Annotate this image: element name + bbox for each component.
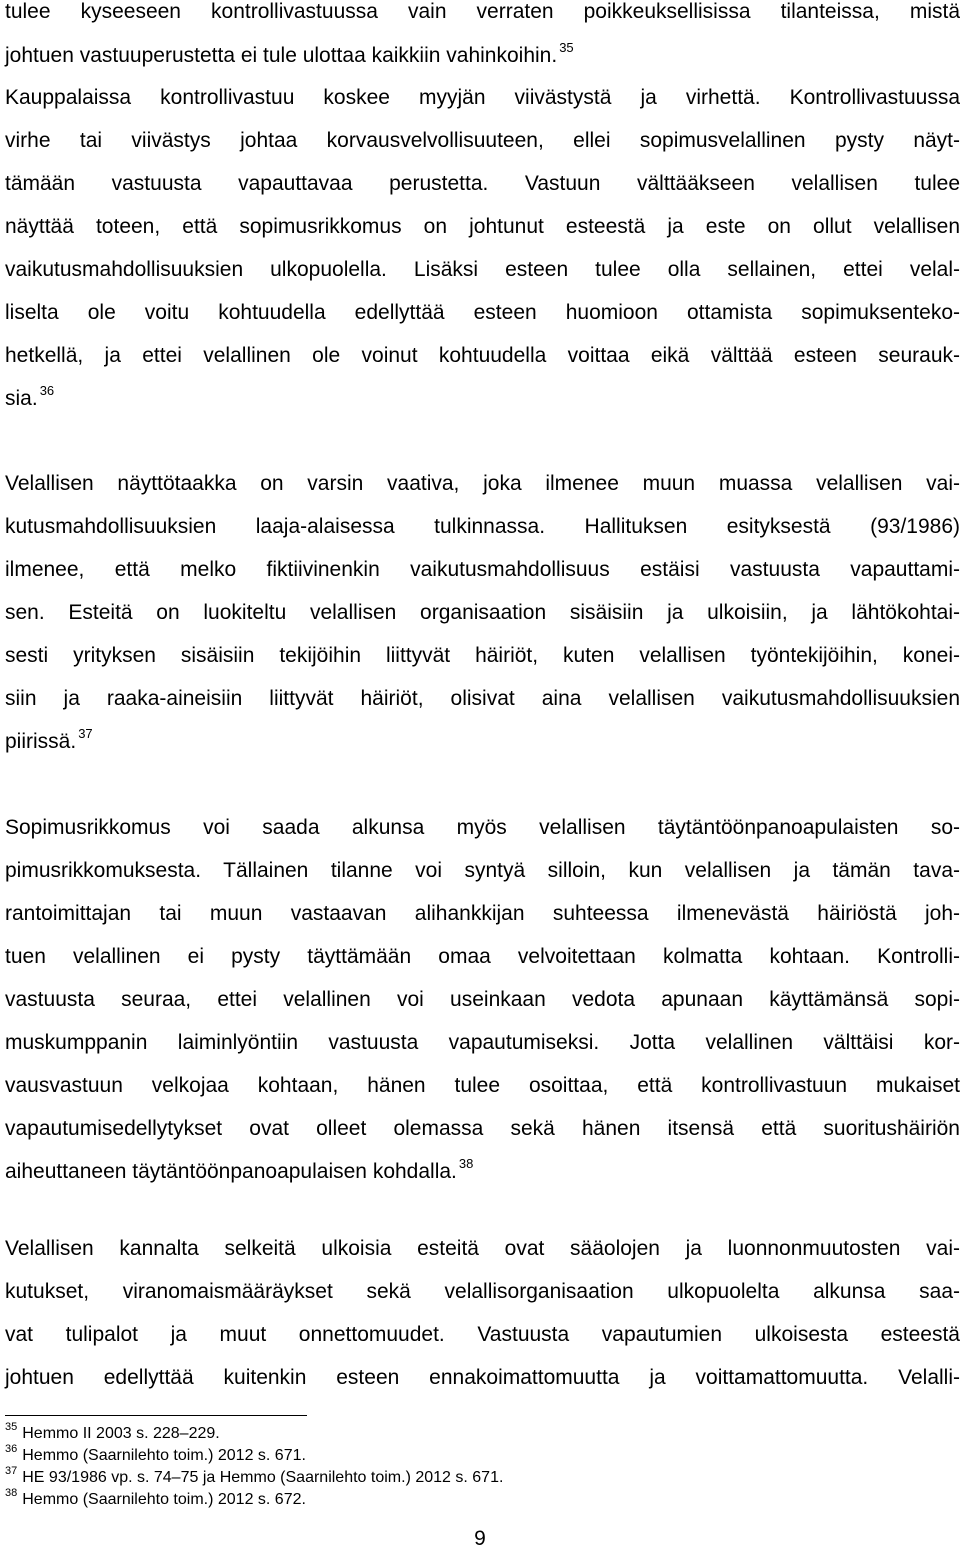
body-line: johtuen vastuuperustetta ei tule ulottaa kaikkiin vahinkoihin. $^{35}$ <box>5 40 574 67</box>
body-line: rantoimittajan tai muun vastaavan alihankkijan suhteessa ilmenevästä häiriöstä joh- <box>5 902 960 925</box>
footnote-number: 36 <box>5 1443 18 1455</box>
footnote-ref: 37 <box>78 726 93 741</box>
body-line: tulee kyseeseen kontrollivastuussa vain verraten poikkeuksellisissa tilanteissa, mistä <box>5 0 960 23</box>
body-line: tuen velallinen ei pysty täyttämään omaa velvoitettaan kolmatta kohtaan. Kontrolli- <box>5 945 960 968</box>
footnote-ref: 36 <box>39 383 55 398</box>
body-line: näyttää toteen, että sopimusrikkomus on johtunut esteestä ja este on ollut velallisen <box>5 215 960 238</box>
body-line: aiheuttaneen täytäntöönpanoapulaisen kohdalla. $^{38}$ <box>5 1156 474 1183</box>
body-line: vat tulipalot ja muut onnettomuudet. Vastuusta vapautumien ulkoisesta esteestä <box>5 1323 960 1346</box>
body-line: johtuen edellyttää kuitenkin esteen ennakoimattomuutta ja voittamattomuutta. Velalli- <box>5 1366 960 1389</box>
footnote-ref: 35 <box>559 40 574 55</box>
body-line: Sopimusrikkomus voi saada alkunsa myös velallisen täytäntöönpanoapulaisten so- <box>5 816 960 839</box>
footnote-text: Hemmo (Saarnilehto toim.) 2012 s. 671. <box>22 1447 306 1464</box>
body-line: virhe tai viivästys johtaa korvausvelvollisuuteen, ellei sopimusvelallinen pysty näyt- <box>5 129 960 152</box>
body-line: hetkellä, ja ettei velallinen ole voinut kohtuudella voittaa eikä välttää esteen seurauk- <box>5 344 960 367</box>
body-line: siin ja raaka-aineisiin liittyvät häiriöt, olisivat aina velallisen vaikutusmahdollisuuksien <box>5 687 960 710</box>
footnote-text: HE 93/1986 vp. s. 74–75 ja Hemmo (Saarnilehto toim.) 2012 s. 671. <box>22 1469 504 1486</box>
footnote <box>5 1465 504 1487</box>
footnote <box>5 1421 220 1443</box>
footnote <box>5 1487 306 1509</box>
body-line: liselta ole voitu kohtuudella edellyttää esteen huomioon ottamista sopimuksenteko- <box>5 301 960 324</box>
body-line: kutusmahdollisuuksien laaja-alaisessa tulkinnassa. Hallituksen esityksestä (93/1986) <box>5 515 960 538</box>
footnote-separator <box>5 1415 307 1416</box>
body-line: sia. $^{36}$ <box>5 383 55 410</box>
footnote-text: Hemmo II 2003 s. 228–229. <box>22 1425 220 1442</box>
body-line: ilmenee, että melko fiktiivinenkin vaikutusmahdollisuus estäisi vastuusta vapauttami- <box>5 558 960 581</box>
body-line: Velallisen kannalta selkeitä ulkoisia esteitä ovat sääolojen ja luonnonmuutosten vai- <box>5 1237 960 1260</box>
footnote-ref: 38 <box>458 1156 474 1171</box>
body-line: piirissä. $^{37}$ <box>5 726 93 753</box>
footnote <box>5 1443 306 1465</box>
body-line: Kauppalaissa kontrollivastuu koskee myyjän viivästystä ja virhettä. Kontrollivastuussa <box>5 86 960 109</box>
body-line: sen. Esteitä on luokiteltu velallisen organisaation sisäisiin ja ulkoisiin, ja lähtökohtai- <box>5 601 960 624</box>
body-line: vausvastuun velkojaa kohtaan, hänen tulee osoittaa, että kontrollivastuun mukaiset <box>5 1074 960 1097</box>
body-line: tämään vastuusta vapauttavaa perustetta. Vastuun välttääkseen velallisen tulee <box>5 172 960 195</box>
body-line: Velallisen näyttötaakka on varsin vaativa, joka ilmenee muun muassa velallisen vai- <box>5 472 960 495</box>
body-line: kutukset, viranomaismääräykset sekä velallisorganisaation ulkopuolelta alkunsa saa- <box>5 1280 960 1303</box>
footnote-number: 38 <box>5 1487 18 1499</box>
body-line: muskumppanin laiminlyöntiin vastuusta vapautumiseksi. Jotta velallinen välttäisi kor- <box>5 1031 960 1054</box>
body-line: vaikutusmahdollisuuksien ulkopuolella. Lisäksi esteen tulee olla sellainen, ettei velal- <box>5 258 960 281</box>
body-line: pimusrikkomuksesta. Tällainen tilanne voi syntyä silloin, kun velallisen ja tämän tava- <box>5 859 960 882</box>
footnote-number: 35 <box>5 1421 18 1433</box>
page-number: 9 <box>474 1527 486 1550</box>
body-line: vapautumisedellytykset ovat olleet olemassa sekä hänen itsensä että suoritushäiriön <box>5 1117 960 1140</box>
footnote-text: Hemmo (Saarnilehto toim.) 2012 s. 672. <box>22 1491 306 1508</box>
footnote-number: 37 <box>5 1465 18 1477</box>
body-line: sesti yrityksen sisäisiin tekijöihin liittyvät häiriöt, kuten velallisen työntekijöihin, konei- <box>5 644 960 667</box>
body-line: vastuusta seuraa, ettei velallinen voi useinkaan vedota apunaan käyttämänsä sopi- <box>5 988 960 1011</box>
